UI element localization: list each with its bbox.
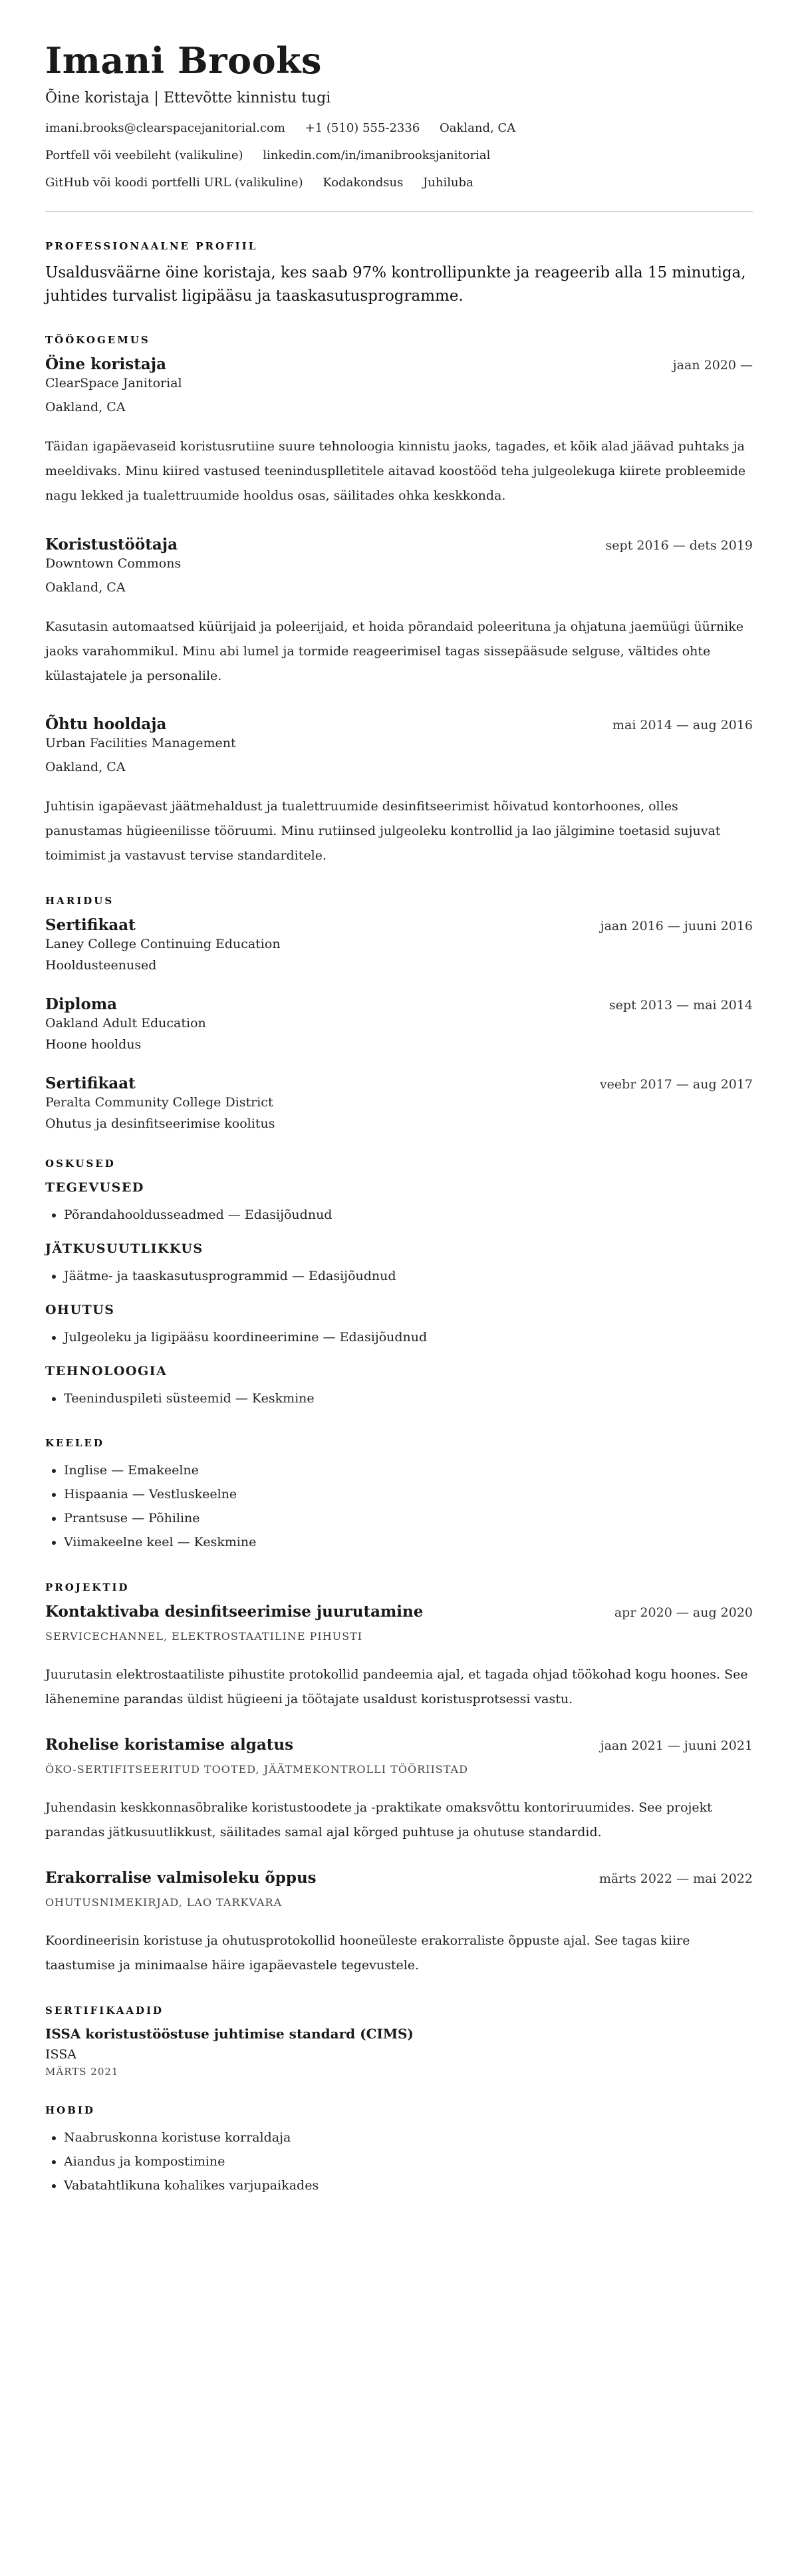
section-title: HARIDUS [45,894,114,907]
project-name: Kontaktivaba desinfitseerimise juurutamine [45,1602,424,1621]
job-title: Õhtu hooldaja [45,715,167,733]
school-name: Oakland Adult Education [45,1015,206,1031]
company-name: Downtown Commons [45,556,182,571]
project-entry [45,1736,753,1845]
language-item: • Viimakeelne keel — Keskmine [64,1530,753,1554]
project-dates: jaan 2021 — juuni 2021 [600,1738,753,1753]
education-dates: jaan 2016 — juuni 2016 [600,918,753,933]
project-description: Koordineerisin koristuse ja ohutusprotokollid hooneüleste erakorraliste õppuste ajal. See tagas kiire taastumise ja minimaalse häire igapäevastele tegevustele. [45,1933,690,1973]
skill-category: TEHNOLOOGIA [45,1364,168,1379]
contact-row-1 [45,121,753,135]
language-item: • Prantsuse — Põhiline [64,1506,753,1530]
job-description: Kasutasin automaatsed küürijaid ja poleerijaid, et hoida põrandaid poleerituna ja ohjatuna jaemüügi üürnike jaoks varahommikul. Minu abi lumel ja tormide reageerimisel tagas sissepääsude selguse, vältides ohte külastajatele ja personalile. [45,619,743,683]
skill-group [45,1303,753,1349]
company-name: Urban Facilities Management [45,735,236,750]
hobby-item: • Vabatahtlikuna kohalikes varjupaikades [64,2174,753,2197]
project-name: Erakorralise valmisoleku õppus [45,1868,317,1887]
education-dates: sept 2013 — mai 2014 [608,997,753,1013]
section-title: OSKUSED [45,1157,116,1170]
section-title: PROJEKTID [45,1581,130,1593]
project-description: Juurutasin elektrostaatiliste pihustite protokollid pandeemia ajal, et tagada ohjad töökohad kogu hoones. See lähenemine parandas üldist hügieeni ja töötajate usaldust koristusprotsessi vastu. [45,1667,748,1706]
contact-row-3 [45,176,753,190]
language-item: • Hispaania — Vestluskeelne [64,1482,753,1506]
education-dates: veebr 2017 — aug 2017 [599,1076,753,1092]
job-dates: sept 2016 — dets 2019 [605,538,753,553]
skills-section [45,1158,753,1410]
candidate-name: Imani Brooks [45,39,322,82]
field-of-study: Hoone hooldus [45,1037,142,1052]
header-divider [45,211,753,212]
email-link[interactable]: imani.brooks@clearspacejanitorial.com [45,121,285,136]
job-entry [45,715,753,868]
job-description: Juhtisin igapäevast jäätmehaldust ja tualettruumide desinfitseerimist hõivatud kontorhoones, olles panustamas hügieenilisse tööruumi. Minu rutiinsed julgeoleku kontrollid ja lao jälgimine toetasid sujuvat toimimist ja vastavust tervise standarditele. [45,798,721,863]
field-of-study: Ohutus ja desinfitseerimise koolitus [45,1116,275,1131]
skill-category: JÄTKUSUUTLIKKUS [45,1241,203,1256]
certification-issuer: ISSA [45,2046,76,2062]
job-description: Täidan igapäevaseid koristusrutiine suure tehnoloogia kinnistu jaoks, tagades, et kõik alad jäävad puhtaks ja meeldivaks. Minu kiired vastused teenindusplletitele aitavad koostööd teha julgeolekuga kiirete probleemide nagu lekked ja tualettruumide hooldus osas, säilitades ohka keskkonda. [45,439,746,504]
project-entry [45,1869,753,1978]
skill-item: • Julgeoleku ja ligipääsu koordineerimine — Edasijõudnud [64,1325,753,1349]
job-location: Oakland, CA [45,579,126,595]
linkedin-link[interactable]: linkedin.com/in/imanibrooksjanitorial [263,148,491,163]
certification-date: MÄRTS 2021 [45,2065,119,2078]
languages-section [45,1437,753,1554]
section-title: TÖÖKOGEMUS [45,334,150,347]
project-tech: ÖKO-SERTIFITSEERITUD TOOTED, JÄÄTMEKONTROLLI TÖÖRIISTAD [45,1762,468,1776]
phone-number: +1 (510) 555-2336 [305,121,420,136]
job-title: Koristustöötaja [45,535,178,554]
drivers-license: Juhiluba [423,176,473,190]
project-dates: apr 2020 — aug 2020 [614,1605,753,1620]
job-location: Oakland, CA [45,400,126,415]
degree: Sertifikaat [45,915,136,934]
school-name: Laney College Continuing Education [45,936,281,951]
job-entry [45,536,753,689]
job-location: Oakland, CA [45,759,126,774]
job-dates: jaan 2020 — [672,358,753,373]
project-entry [45,1603,753,1712]
project-dates: märts 2022 — mai 2022 [598,1871,753,1886]
location: Oakland, CA [440,121,516,136]
project-name: Rohelise koristamise algatus [45,1735,294,1754]
hobby-item: • Naabruskonna koristuse korraldaja [64,2126,753,2150]
skill-item: • Teeninduspileti süsteemid — Keskmine [64,1386,753,1410]
education-section [45,895,753,1131]
headline: Õine koristaja | Ettevõtte kinnistu tugi [45,90,331,107]
hobbies-section [45,2104,753,2197]
projects-section [45,1581,753,1978]
skill-item: • Põrandahooldusseadmed — Edasijõudnud [64,1203,753,1227]
contact-row-2 [45,148,753,162]
field-of-study: Hooldusteenused [45,957,157,973]
profile-section [45,240,753,307]
company-name: ClearSpace Janitorial [45,376,182,391]
skill-group [45,1364,753,1410]
certification-name: ISSA koristustööstuse juhtimise standard (CIMS) [45,2025,414,2042]
section-title: HOBID [45,2104,95,2116]
github-link[interactable]: GitHub või koodi portfelli URL (valikuline) [45,176,303,190]
resume-header [45,41,753,190]
profile-summary: Usaldusväärne öine koristaja, kes saab 97% kontrollipunkte ja reageerib alla 15 minutiga, juhtides turvalist ligipääsu ja taaskasutusprogramme. [45,264,746,305]
education-entry [45,995,753,1052]
section-title: KEELED [45,1437,104,1450]
certifications-section [45,2005,753,2078]
hobby-item: • Aiandus ja kompostimine [64,2150,753,2174]
skill-category: TEGEVUSED [45,1180,144,1195]
job-dates: mai 2014 — aug 2016 [612,717,753,732]
certification-entry [45,2026,753,2078]
project-tech: SERVICECHANNEL, ELEKTROSTAATILINE PIHUSTI [45,1629,363,1643]
skill-group [45,1180,753,1227]
section-title: SERTIFIKAADID [45,2004,164,2016]
project-tech: OHUTUSNIMEKIRJAD, LAO TARKVARA [45,1895,283,1909]
section-title: PROFESSIONAALNE PROFIIL [45,240,258,253]
experience-section [45,334,753,868]
job-entry [45,355,753,508]
citizenship: Kodakondsus [323,176,404,190]
skill-item: • Jäätme- ja taaskasutusprogrammid — Edasijõudnud [64,1264,753,1288]
degree: Sertifikaat [45,1074,136,1092]
language-item: • Inglise — Emakeelne [64,1458,753,1482]
portfolio-link[interactable]: Portfell või veebileht (valikuline) [45,148,243,163]
skill-category: OHUTUS [45,1303,115,1317]
project-description: Juhendasin keskkonnasõbralike koristustoodete ja -praktikate omaksvõttu kontoriruumides. See projekt parandas jätkusuutlikkust, säilitades samal ajal kõrged puhtuse ja ohutuse standardid. [45,1800,712,1840]
education-entry [45,1074,753,1131]
education-entry [45,916,753,973]
school-name: Peralta Community College District [45,1094,273,1110]
degree: Diploma [45,995,118,1013]
skill-group [45,1241,753,1288]
job-title: Öine koristaja [45,355,166,374]
